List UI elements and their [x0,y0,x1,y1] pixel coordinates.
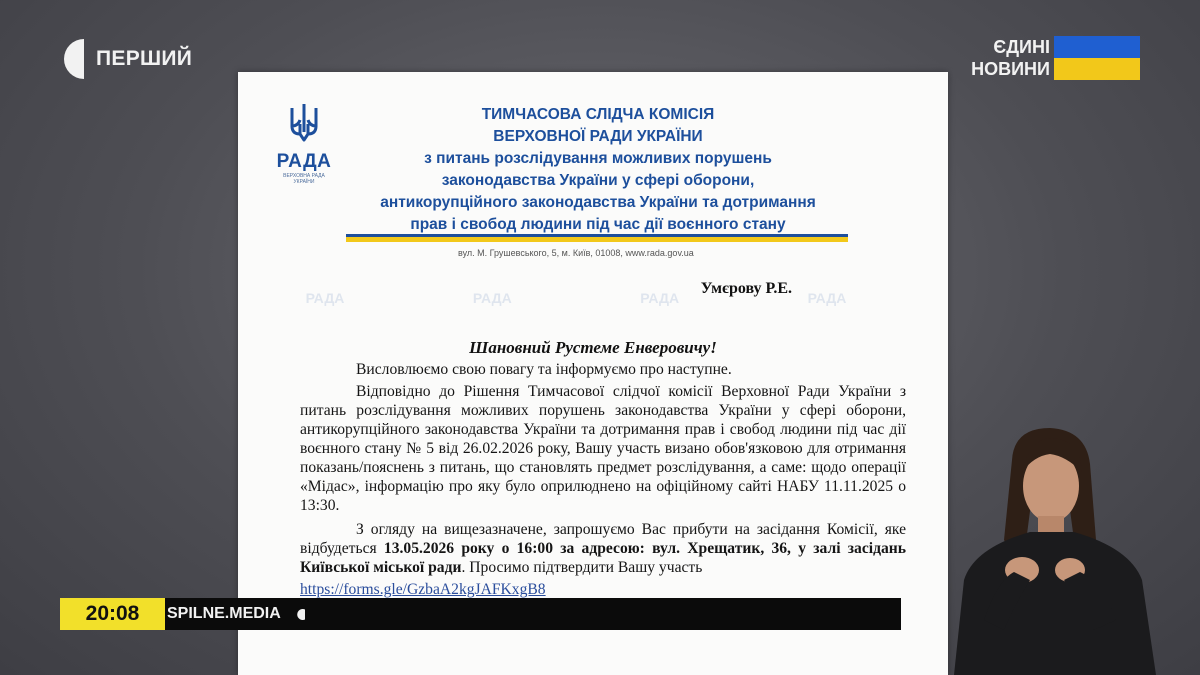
rada-crest [274,102,334,185]
watermark: РАДА [472,290,512,306]
news-logo-line2: НОВИНИ [971,59,1050,79]
form-link[interactable]: https://forms.gle/GzbaA2kgJAFKxgB8 [300,581,546,598]
title-line: ВЕРХОВНОЇ РАДИ УКРАЇНИ [493,128,703,145]
paragraph: Відповідно до Рішення Тимчасової слідчої комісії Верховної Ради України з питань розслідування можливих порушень законодавства України у сфері оборони, антикорупційного законодавства України та дотримання прав і свобод людини під час дії воєнного стану № 5 від 26.02.2026 року, Вашу участь визано обов'язковою для отримання показань/пояснень з питань, що становлять предмет розслідування, а саме: щодо операції «Мідас», інформацію про яку було оприлюднено на офіційному сайті НАБУ 11.11.2025 о 13:30. [300,383,906,514]
paragraph [300,520,906,577]
paragraph-text: З огляду на вищезазначене, запрошуємо Вас прибути на засідання Комісії, яке відбудеться [300,521,906,557]
watermark: РАДА [640,290,680,306]
trident-icon [288,102,320,144]
news-logo [971,36,1140,80]
clock: 20:08 [60,598,165,630]
letterhead [238,72,948,272]
channel-name: ПЕРШИЙ [96,47,193,70]
crest-label: РАДА [276,151,332,172]
letterhead-address: вул. М. Грушевського, 5, м. Київ, 01008, www.rada.gov.ua [458,248,694,258]
channel-mark-icon [297,609,306,620]
title-line: з питань розслідування можливих порушень [424,150,772,167]
official-letter [238,72,948,675]
title-line: прав і свобод людини під час дії воєнного стану [410,216,786,233]
ukraine-flag-icon [1054,36,1140,80]
title-line: антикорупційного законодавства України та дотримання [380,194,816,211]
salutation: Шановний Рустеме Енверовичу! [469,338,717,357]
news-ticker [60,598,901,630]
news-logo-line1: ЄДИНІ [993,37,1050,57]
channel-logo-icon [58,36,88,82]
letter-body [300,360,906,626]
crest-sub: ВЕРХОВНА РАДА УКРАЇНИ [283,173,325,185]
meeting-details: 13.05.2026 року о 16:00 за адресою: вул. Хрещатик, 36, у залі засідань Київської міської ради [300,540,906,576]
sign-language-interpreter [934,420,1170,675]
channel-logo [58,36,192,82]
watermark: РАДА [807,290,847,306]
news-logo-text [971,36,1050,80]
paragraph [300,580,906,599]
ticker-text: SPILNE.MEDIA [167,605,281,622]
paragraph: Висловлюємо свою повагу та інформуємо про наступне. [356,361,732,378]
ticker-bar [165,598,901,630]
letterhead-rule-accent [346,237,848,242]
commission-title [338,104,858,236]
recipient: Умєрову Р.Е. [700,280,792,297]
watermark: РАДА [305,290,345,306]
title-line: законодавства України у сфері оборони, [441,172,755,189]
title-line: ТИМЧАСОВА СЛІДЧА КОМІСІЯ [481,106,715,123]
paragraph-text: . Просимо підтвердити Вашу участь [461,559,703,576]
